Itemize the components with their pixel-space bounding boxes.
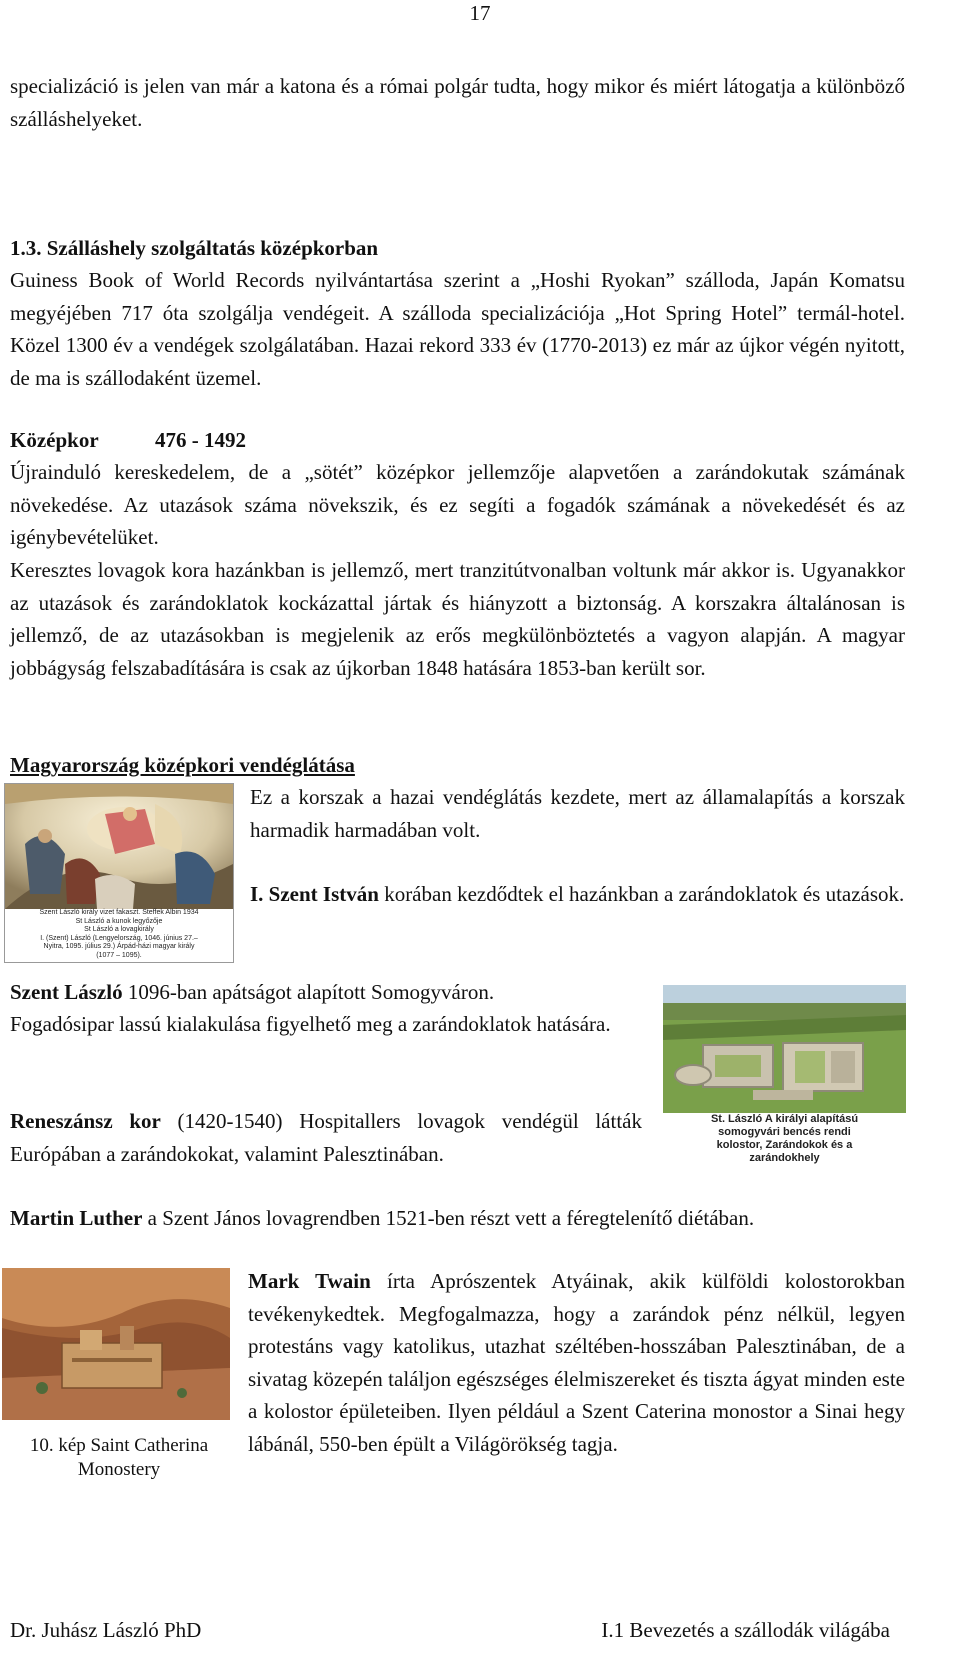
hungary-paragraph-1: Ez a korszak a hazai vendéglátás kezdete, mert az államalapítás a korszak harmadik harmadában volt. (250, 785, 905, 842)
intro-paragraph: specializáció is jelen van már a katona és a római polgár tudta, hogy mikor és miért látogatja a különböző szálláshelyeket. (10, 74, 905, 131)
monastery-caption: 10. kép Saint Catherina Monostery (29, 1435, 209, 1480)
renaissance-label: Reneszánsz kor (10, 1109, 161, 1133)
ruins-image (663, 985, 906, 1168)
hungary-heading: Magyarország középkori vendéglátása (10, 753, 355, 777)
middle-ages-paragraph-2: Keresztes lovagok kora hazánkban is jellemző, mert tranzitútvonalban voltunk már akkor is. Ugyanakkor az utazások és zarándoklatok kockázattal jártak és hiányzott a biztonság. A korszakra általánosan is jellemző, de az utazásokban is megjelenik az erős megkülönböztetés a vagyon alapján. A magyar jobbágyság felszabadítására is csak az újkorban 1848 hatására 1853-ban került sor. (10, 558, 905, 680)
page-number: 17 (469, 1, 491, 25)
saint-laszlo-name: Szent László (10, 980, 123, 1004)
laszlo-line-1: Szent László 1096-ban apátságot alapított Somogyváron. (10, 980, 495, 1004)
fresco-image (4, 783, 234, 963)
luther-paragraph: Martin Luther a Szent János lovagrendben 1521-ben részt vett a féregtelenítő diétában. (10, 1206, 755, 1230)
twain-name: Mark Twain (248, 1269, 371, 1293)
ruins-caption: St. László A királyi alapítású somogyvári bencés rendi kolostor, Zarándokok és a zarándokhely (663, 1113, 906, 1168)
fresco-painting (5, 784, 233, 909)
renaissance-paragraph: Reneszánsz kor (1420-1540) Hospitallers lovagok vendégül látták Európában a zarándokokat, valamint Palesztinában. (10, 1109, 642, 1166)
footer-author: Dr. Juhász László PhD (10, 1618, 202, 1642)
saint-stephen-name: I. Szent István (250, 882, 379, 906)
laszlo-paragraph-2: Fogadósipar lassú kialakulása figyelhető meg a zarándoklatok hatására. (10, 1012, 611, 1036)
section-heading: 1.3. Szálláshely szolgáltatás középkorban (10, 236, 379, 260)
section-paragraph: Guiness Book of World Records nyilvántartása szerint a „Hoshi Ryokan” szálloda, Japán Komatsu megyéjében 717 óta szolgálja vendégeit. A szálloda specializációja „Hot Spring Hotel” termál-hotel. Közel 1300 év a vendégek szolgálatában. Hazai rekord 333 év (1770-2013) ez már az újkor végén nyitott, de ma is szállodaként üzemel. (10, 268, 905, 390)
middle-ages-paragraph-1: Újrainduló kereskedelem, de a „sötét” középkor jellemzője alapvetően a zarándokutak számának növekedése. Az utazások száma növekszik, és ez segíti a fogadók számának a növekedését és az igénybevételüket. (10, 460, 905, 549)
middle-ages-label: Középkor (10, 428, 99, 452)
footer-title: I.1 Bevezetés a szállodák világába (601, 1618, 890, 1642)
monastery-image (2, 1268, 230, 1420)
monastery-photo (2, 1268, 230, 1420)
middle-ages-years: 476 - 1492 (155, 428, 246, 452)
ruins-photo (663, 985, 906, 1113)
twain-paragraph: Mark Twain írta Aprószentek Atyáinak, akik külföldi kolostorokban tevékenykedtek. Megfogalmazza, hogy a zarándok pénz nélkül, legyen protestáns vagy katolikus, utazhat széltében-hosszában Palesztinában, de a sivatag közepén találjon egészséges élelmiszereket és tiszta ágyat minden este a kolostor épületeiben. Ilyen például a Szent Caterina monostor a Sinai hegy lábánál, 550-ben épült a Világörökség tagja. (248, 1269, 905, 1456)
luther-name: Martin Luther (10, 1206, 143, 1230)
fresco-caption: Szent László király vizet fakaszt. Steffek Albin 1934 St László a kunok legyőzője St László a lovagkirály I. (Szent) László (Lengyelország, 1046. június 27.– Nyitra, 1095. július 29.) Árpád-házi magyar király (1077 – 1095). (5, 909, 233, 962)
hungary-paragraph-2: I. Szent István korában kezdődtek el hazánkban a zarándoklatok és utazások. (250, 882, 905, 906)
